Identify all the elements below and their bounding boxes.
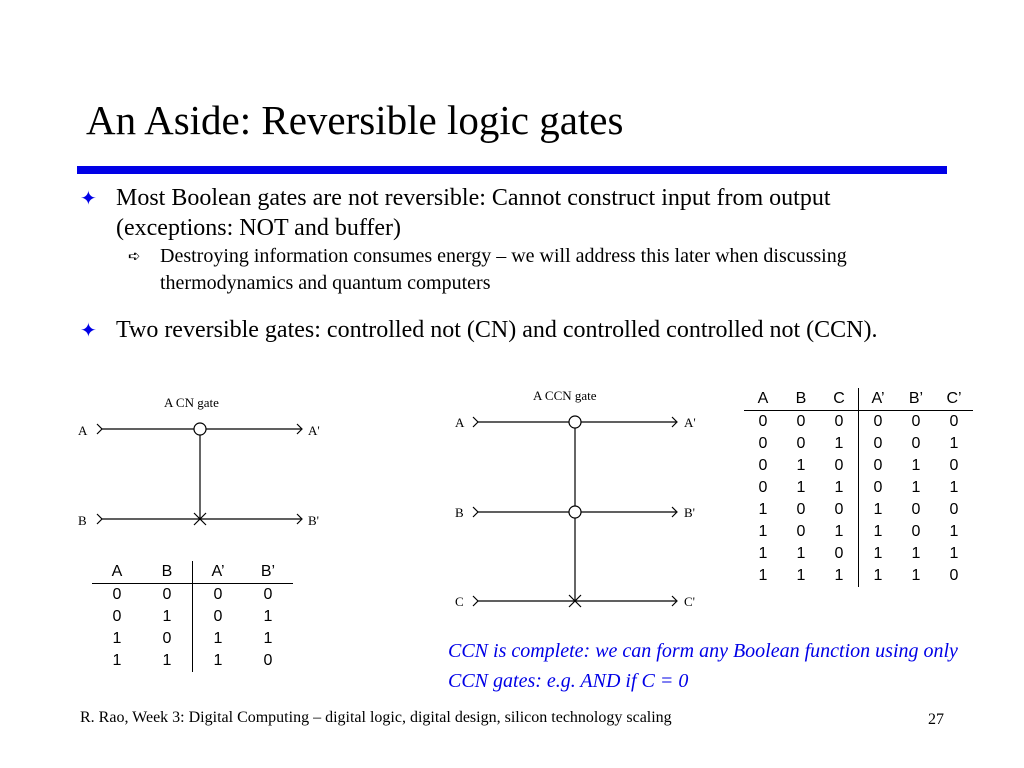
table-cell: 0 — [859, 411, 898, 434]
table-cell: 1 — [162, 652, 172, 669]
table-cell: 1 — [758, 501, 768, 518]
table-cell: 1 — [796, 567, 806, 584]
ccn-truth-table — [744, 388, 973, 587]
table-cell: 1 — [834, 523, 844, 540]
table-cell: 1 — [911, 545, 921, 562]
table-cell: 1 — [911, 457, 921, 474]
column-header: B — [782, 388, 820, 411]
table-cell: 1 — [949, 435, 959, 452]
column-header: B’ — [897, 388, 935, 411]
bullet-text: Most Boolean gates are not reversible: Cannot construct input from output (exceptions: NOT and buffer) — [116, 185, 831, 241]
table-cell: 0 — [112, 586, 122, 603]
cn-input-b-chevron-icon — [97, 514, 102, 524]
table-header-row — [92, 561, 293, 584]
cn-output-b-label: B' — [308, 513, 320, 528]
table-cell: 0 — [162, 630, 172, 647]
table-cell: 1 — [796, 545, 806, 562]
cn-input-a-label: A — [78, 423, 88, 438]
column-header: A — [92, 561, 142, 584]
table-cell: 1 — [758, 545, 768, 562]
table-cell: 1 — [796, 457, 806, 474]
ccn-input-c-label: C — [455, 594, 464, 609]
table-cell: 1 — [263, 630, 273, 647]
page-number: 27 — [928, 711, 944, 728]
table-cell: 0 — [758, 435, 768, 452]
table-cell: 1 — [263, 608, 273, 625]
table-cell: 1 — [949, 479, 959, 496]
table-cell: 0 — [911, 413, 921, 430]
table-row — [744, 455, 973, 477]
column-header: A’ — [859, 388, 898, 411]
ccn-gate-caption: A CCN gate — [533, 388, 597, 403]
table-cell: 1 — [758, 523, 768, 540]
ccn-input-b-label: B — [455, 505, 464, 520]
table-cell: 0 — [911, 501, 921, 518]
table-cell: 0 — [834, 501, 844, 518]
table-cell: 1 — [834, 567, 844, 584]
column-header: C’ — [935, 388, 973, 411]
cn-input-b-label: B — [78, 513, 87, 528]
column-header: A — [744, 388, 782, 411]
ccn-output-a-label: A' — [684, 415, 696, 430]
table-cell: 0 — [193, 606, 244, 628]
ccn-input-a-chevron-icon — [473, 417, 478, 427]
table-cell: 1 — [193, 650, 244, 672]
table-cell: 1 — [834, 479, 844, 496]
slide-title: An Aside: Reversible logic gates — [86, 97, 624, 143]
slide-footer: R. Rao, Week 3: Digital Computing – digital logic, digital design, silicon technology scaling — [80, 709, 672, 726]
column-header: B — [142, 561, 193, 584]
table-cell: 0 — [949, 413, 959, 430]
table-row — [744, 565, 973, 587]
table-cell: 0 — [758, 457, 768, 474]
cn-gate-caption: A CN gate — [164, 395, 219, 410]
table-cell: 0 — [263, 652, 273, 669]
column-header: B’ — [243, 561, 293, 584]
table-cell: 0 — [834, 457, 844, 474]
ccn-input-a-label: A — [455, 415, 465, 430]
table-row — [744, 499, 973, 521]
table-cell: 0 — [949, 501, 959, 518]
table-cell: 0 — [834, 545, 844, 562]
ccn-output-b-label: B' — [684, 505, 696, 520]
table-cell: 0 — [758, 479, 768, 496]
table-row — [744, 433, 973, 455]
table-cell: 1 — [758, 567, 768, 584]
table-cell: 0 — [834, 413, 844, 430]
table-cell: 0 — [796, 501, 806, 518]
four-point-star-icon: ✦ — [80, 186, 97, 210]
table-cell: 0 — [162, 586, 172, 603]
table-cell: 0 — [911, 523, 921, 540]
table-cell: 0 — [263, 586, 273, 603]
table-cell: 0 — [796, 413, 806, 430]
table-row — [92, 650, 293, 672]
table-cell: 1 — [949, 523, 959, 540]
table-cell: 1 — [834, 435, 844, 452]
ccn-control-dot — [569, 506, 581, 518]
ccn-completeness-note: CCN is complete: we can form any Boolean function using only CCN gates: e.g. AND if C = 0 — [448, 640, 958, 692]
table-cell: 1 — [859, 565, 898, 587]
table-row — [92, 606, 293, 628]
table-row — [92, 584, 293, 607]
table-cell: 0 — [859, 455, 898, 477]
table-cell: 1 — [859, 521, 898, 543]
table-row — [92, 628, 293, 650]
table-cell: 0 — [796, 435, 806, 452]
table-cell: 0 — [949, 457, 959, 474]
cn-output-a-label: A' — [308, 423, 320, 438]
table-cell: 1 — [193, 628, 244, 650]
table-cell: 0 — [949, 567, 959, 584]
table-cell: 1 — [162, 608, 172, 625]
table-cell: 1 — [911, 479, 921, 496]
column-header: C — [820, 388, 859, 411]
table-cell: 0 — [859, 477, 898, 499]
table-cell: 0 — [859, 433, 898, 455]
cn-truth-table — [92, 561, 293, 672]
table-row — [744, 477, 973, 499]
ccn-input-b-chevron-icon — [473, 507, 478, 517]
ccn-output-c-label: C' — [684, 594, 696, 609]
table-cell: 1 — [859, 543, 898, 565]
table-cell: 1 — [949, 545, 959, 562]
table-row — [744, 543, 973, 565]
table-header-row — [744, 388, 973, 411]
table-cell: 0 — [112, 608, 122, 625]
cn-control-dot — [194, 423, 206, 435]
bullet-text: Two reversible gates: controlled not (CN) and controlled controlled not (CCN). — [116, 317, 878, 343]
table-cell: 0 — [758, 413, 768, 430]
table-row — [744, 411, 973, 434]
table-cell: 0 — [193, 584, 244, 607]
arrow-icon: ➪ — [128, 247, 141, 265]
table-cell: 1 — [112, 630, 122, 647]
ccn-control-dot — [569, 416, 581, 428]
four-point-star-icon: ✦ — [80, 318, 97, 342]
cn-input-a-chevron-icon — [97, 424, 102, 434]
table-row — [744, 521, 973, 543]
table-cell: 1 — [112, 652, 122, 669]
column-header: A’ — [193, 561, 244, 584]
table-cell: 0 — [911, 435, 921, 452]
table-cell: 1 — [911, 567, 921, 584]
table-cell: 1 — [859, 499, 898, 521]
table-cell: 1 — [796, 479, 806, 496]
sub-bullet-text: Destroying information consumes energy – we will address this later when discussing thermodynamics and quantum computers — [160, 245, 847, 294]
table-cell: 0 — [796, 523, 806, 540]
ccn-input-c-chevron-icon — [473, 596, 478, 606]
